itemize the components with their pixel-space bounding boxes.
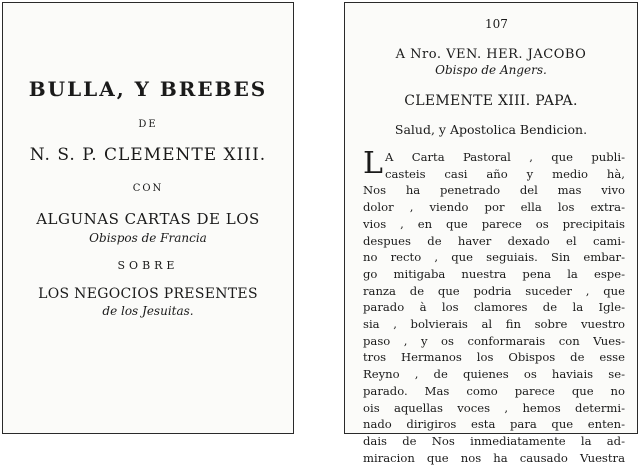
body-line: miracion que nos ha causado Vuestra: [363, 450, 625, 465]
title-negocios: LOS NEGOCIOS PRESENTES: [38, 286, 258, 302]
body-line: ranza de que podria suceder , que: [363, 283, 625, 298]
address-line-2: Obispo de Angers.: [435, 63, 547, 77]
address-line-1: A Nro. VEN. HER. JACOBO: [395, 47, 587, 62]
title-jesuitas: de los Jesuitas.: [102, 304, 194, 318]
body-line: tros Hermanos los Obispos de esse: [363, 350, 625, 365]
body-line: vios , en que parece os precipitais: [363, 216, 625, 231]
body-line: no recto , que seguiais. Sin embar-: [363, 250, 625, 265]
body-line: Nos ha penetrado del mas vivo: [363, 183, 625, 198]
body-line: nado dirigiros esta para que enten-: [363, 417, 625, 432]
body-line: dolor , viendo por ella los extra-: [363, 200, 625, 215]
body-line: despues de haver dexado el cami-: [363, 233, 625, 248]
body-line: dais de Nos inmediatamente la ad-: [363, 433, 625, 448]
body-line: parado. Mas como parece que no: [363, 383, 625, 398]
title-algunas-cartas: ALGUNAS CARTAS DE LOS: [36, 210, 260, 228]
title-obispos: Obispos de Francia: [89, 231, 207, 245]
left-title-page: [2, 2, 294, 434]
right-text-page: [344, 2, 638, 465]
title-de: DE: [138, 119, 158, 130]
title-con: CON: [132, 183, 164, 194]
body-lines: [363, 146, 625, 466]
body-line: casteis casi año y medio hà,: [385, 166, 625, 181]
drop-cap: L: [363, 146, 383, 181]
body-line: ois aquellas voces , hemos determi-: [363, 400, 625, 415]
body-line: A Carta Pastoral , que publi-: [385, 150, 625, 164]
title-sobre: SOBRE: [117, 259, 179, 272]
letter-body: [363, 146, 625, 466]
page-number: 107: [485, 17, 508, 31]
body-line: parado à los clamores de la Igle-: [363, 300, 625, 315]
body-line: go mitigaba nuestra pena la espe-: [363, 266, 625, 281]
salutation: Salud, y Apostolica Bendicion.: [394, 122, 588, 137]
body-line: sia , bolvierais al fin sobre vuestro: [363, 317, 625, 332]
title-bulla: BULLA, Y BREBES: [28, 77, 268, 101]
author-heading: CLEMENTE XIII. PAPA.: [404, 93, 578, 109]
body-line: Reyno , de quienes os haviais se-: [363, 367, 625, 382]
body-line: paso , y os conformarais con Vues-: [363, 333, 625, 348]
title-pope-name: N. S. P. CLEMENTE XIII.: [29, 145, 267, 165]
